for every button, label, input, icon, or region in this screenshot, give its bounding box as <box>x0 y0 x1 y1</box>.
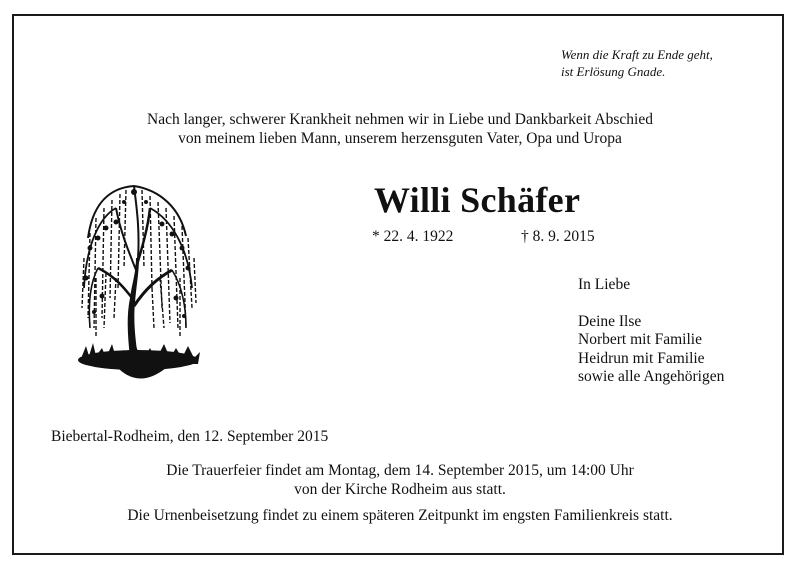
mourners-list <box>578 276 724 387</box>
service-line-2: von der Kirche Rodheim aus statt. <box>294 481 506 498</box>
mourners-heading: In Liebe <box>578 276 631 293</box>
funeral-service-info <box>0 461 800 499</box>
mourner-line: Deine Ilse <box>578 312 642 330</box>
place-date: Biebertal-Rodheim, den 12. September 2015 <box>51 428 329 445</box>
intro-line-2: von meinem lieben Mann, unserem herzensguten Vater, Opa und Uropa <box>178 130 622 147</box>
intro-text <box>0 110 800 148</box>
weeping-willow-icon <box>76 178 206 396</box>
motto-line-1: Wenn die Kraft zu Ende geht, <box>561 47 713 62</box>
intro-line-1: Nach langer, schwerer Krankheit nehmen wir in Liebe und Dankbarkeit Abschied <box>147 111 653 128</box>
motto-line-2: ist Erlösung Gnade. <box>561 64 666 79</box>
deceased-name: Willi Schäfer <box>374 180 581 220</box>
death-date: † 8. 9. 2015 <box>521 228 595 245</box>
spacer <box>578 295 724 313</box>
urn-burial-info: Die Urnenbeisetzung findet zu einem späteren Zeitpunkt im engsten Familienkreis statt. <box>127 507 673 524</box>
birth-date: * 22. 4. 1922 <box>372 228 454 245</box>
motto <box>561 46 713 80</box>
mourner-line: sowie alle Angehörigen <box>578 368 725 385</box>
service-line-1: Die Trauerfeier findet am Montag, dem 14. September 2015, um 14:00 Uhr <box>166 462 634 479</box>
mourner-line: Heidrun mit Familie <box>578 349 705 367</box>
mourner-line: Norbert mit Familie <box>578 331 702 348</box>
